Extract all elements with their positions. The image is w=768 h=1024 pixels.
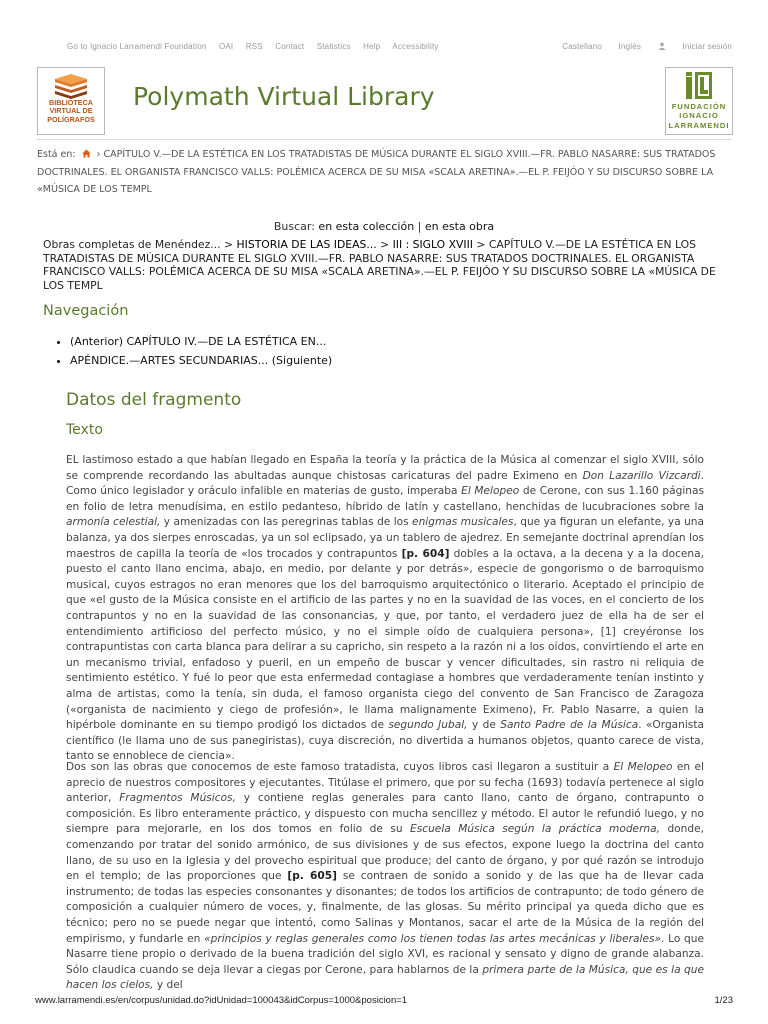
link-contact[interactable]: Contact [275, 42, 305, 51]
text-run: donde, comenzando por tratar del sonido armónico, de sus divisiones y de sus efectos, expone luego la doctrina del canto llano, de su uso en la Iglesia y del provecho espiritual que produce; del canto de órgano, y por qué razón se introdujo en el templo; de las proporciones que [66, 823, 704, 883]
link-foundation[interactable]: Go to Ignacio Larramendi Foundation [67, 42, 207, 51]
search-in-work-link[interactable]: en esta obra [424, 220, 495, 233]
breadcrumb-label: Está en: [37, 149, 76, 160]
text-run: y del [153, 979, 183, 992]
text-run: y amenizadas con las peregrinas tablas de los [160, 516, 413, 529]
link-help[interactable]: Help [363, 42, 381, 51]
text-run: . Como único legislador y oráculo infalible en materias de gusto, imperaba [66, 469, 704, 498]
navigation-title: Navegación [43, 303, 129, 319]
search-label: Buscar: [273, 220, 315, 233]
path-item-historia[interactable]: HISTORIA DE LAS IDEAS... [236, 238, 377, 251]
path-item-obras[interactable]: Obras completas de Menéndez... [43, 238, 221, 251]
logo-right-line3: LARRAMENDI [668, 120, 730, 130]
text-run: de Cerone, con sus 1.160 páginas en folio de letra menudísima, en estilo pedanteso, híbrido de latín y castellano, henchidas de lucubraciones sobre la [66, 485, 705, 513]
book-stack-icon [51, 73, 91, 99]
text-run: dobles a la octava, a la decena y a la docena, puesto el canto llano encima, abajo, en medio, por delante y por detrás», especie de gongorismo o de barroquismo musical, cuyos estragos no eran menores que los del barroquismo arquitectónico o literario. Aceptado el principio de que «el gusto de la Música consiste en el artificio de las partes y no en la suavidad de las voces, en el concierto de los contrapuntos y no en la suavidad de las consonancias, y que, por tanto, el verdadero juez de ella ha de ser el entendimiento artificioso del perfecto músico, y no el simple oído de cualquiera persona», [1] creyéronse los contrapuntistas con carta blanca para delirar a su capricho, sin respeto a la razón ni a los oídos, convirtiendo el arte en un mecanismo trivial, enfadoso y pueril, en un empeño de buscar y vencer dificultades, sin rastro ni reliquia de sentimiento estético. Y fué lo peor que esta enfermedad contagiase a hombres que verdaderamente tenían instinto y alma de artistas, como la tenía, sin duda, el famoso organista ciego del convento de San Francisco de Zaragoza («organista de nacimiento y ciego de profesión», le llama malignamente Eximeno), Fr. Pablo Nasarre, a quien la hipérbole dominante en su tiempo prodigó los dictados de [66, 547, 705, 732]
text-run: y contiene reglas generales para canto llano, canto de órgano, contrapunto o composición. Es libro enteramente práctico, y dispuesto con mucha sencillez y método. El autor le refundió luego, y no siempre para mejorarle, en los dos tomos en folio de su [66, 792, 705, 836]
logo-left-line3: POLÍGRAFOS [47, 114, 95, 124]
biblioteca-logo[interactable] [37, 67, 105, 135]
text-run: EL lastimoso estado a que habían llegado en España la teoría y la práctica de la Música al comenzar el siglo XVIII, sólo se comprende recordando las abultadas aunque chistosas caricaturas del padre Eximeno en [66, 454, 704, 482]
link-statistics[interactable]: Statistics [316, 42, 351, 51]
path-sep: > [380, 238, 390, 251]
text-run: en el aprecio de nuestros compositores y ejecutantes. Titúlase el primero, que por su fecha (1693) todavía pertenece al siglo anterior, [66, 761, 704, 805]
subsection-title: Texto [66, 422, 103, 438]
italic-run: Santo Padre de la Música [500, 719, 639, 732]
work-path [43, 238, 732, 292]
text-run: . «Organista científico (le llama uno de sus panegiristas), cuya discreción, no divertida a humanos objetos, quanto carece de vista, tanto se ennoblece de ciencia». [66, 719, 704, 763]
path-item-current: CAPÍTULO V.—DE LA ESTÉTICA EN LOS TRATADISTAS DE MÚSICA DURANTE EL SIGLO XVIII.—FR. PABLO NASARRE: SUS TRATADOS DOCTRINALES. EL ORGANISTA FRANCISCO VALLS: POLÉMICA ACERCA DE SU MISA «SCALA ARETINA».—EL P. FEIJÓO Y SU DISCURSO SOBRE LA «MÚSICA DE LOS TEMPL [43, 238, 716, 292]
logo-right-line1: FUNDACIÓN [671, 102, 727, 111]
italic-run: Fragmentos Músicos, [119, 792, 236, 805]
text-run: y de [467, 719, 501, 732]
search-separator: | [417, 220, 422, 233]
italic-run: El Melopeo [613, 761, 673, 773]
lang-ingles[interactable]: Inglés [618, 42, 642, 51]
print-page-number: 1/23 [714, 995, 733, 1006]
breadcrumb [37, 146, 732, 199]
foundation-logo-icon [685, 72, 713, 100]
nav-prev-link[interactable]: • (Anterior) CAPÍTULO IV.—DE LA ESTÉTICA EN... [70, 333, 332, 352]
foundation-logo[interactable] [665, 67, 733, 135]
top-navigation [67, 42, 732, 51]
nav-next-link[interactable]: • APÉNDICE.—ARTES SECUNDARIAS... (Siguiente) [70, 352, 332, 371]
logo-right-line2: IGNACIO [679, 111, 719, 121]
text-run: , que ya figuran un elefante, ya una balanza, ya dos sierpes enroscadas, ya un sol eclipsado, ya un tablero de ajedrez. En semejante doctrinal aprendían los maestros de capilla la teoría de «los trocados y contrapuntos [66, 516, 704, 560]
italic-run: primera parte de la Música, que es la que hacen los cielos, [66, 963, 704, 992]
path-sep: > [476, 238, 486, 251]
page-marker: [p. 605] [287, 870, 337, 883]
search-scope [0, 220, 768, 233]
navigation-list [56, 333, 332, 370]
text-run: Dos son las obras que conocemos de este famoso tratadista, cuyos libros casi llegaron a sustituir a [66, 761, 614, 773]
section-title: Datos del fragmento [66, 390, 242, 410]
italic-run: Escuela Música según la práctica moderna, [410, 823, 661, 836]
link-oai[interactable]: OAI [218, 42, 234, 51]
print-footer [35, 995, 733, 1006]
logo-left-line1: BIBLIOTECA [49, 98, 93, 107]
site-title[interactable]: Polymath Virtual Library [133, 82, 435, 111]
italic-run: segundo Jubal, [388, 719, 468, 732]
path-sep: > [224, 238, 234, 251]
user-icon [658, 42, 666, 50]
italic-run: El Melopeo [461, 485, 520, 498]
paragraph-2 [66, 760, 704, 994]
italic-run: «principios y reglas generales como los tienen todas las artes mecánicas y liberales» [204, 932, 662, 945]
paragraph-1 [66, 453, 704, 765]
breadcrumb-current: › CAPÍTULO V.—DE LA ESTÉTICA EN LOS TRATADISTAS DE MÚSICA DURANTE EL SIGLO XVIII.—FR. PABLO NASARRE: SUS TRATADOS DOCTRINALES. EL ORGANISTA FRANCISCO VALLS: POLÉMICA ACERCA DE SU MISA «SCALA ARETINA».—EL P. FEIJÓO Y SU DISCURSO SOBRE LA «MÚSICA DE LOS TEMPL [37, 149, 716, 195]
text-run: . Lo que Nasarre tiene propio o derivado de la buena tradición del siglo XVI, es racional y sensato y digno de grande alabanza. Sólo claudica cuando se deja llevar a ciegas por Cerone, para hablarnos de la [66, 932, 704, 976]
home-icon[interactable] [82, 149, 91, 158]
path-item-siglo[interactable]: III : SIGLO XVIII [392, 238, 473, 251]
header-divider [37, 139, 731, 140]
search-in-collection-link[interactable]: en esta colección [318, 220, 415, 233]
link-rss[interactable]: RSS [245, 42, 263, 51]
login-label: Iniciar sesión [682, 42, 732, 51]
lang-castellano[interactable]: Castellano [562, 42, 603, 51]
italic-run: Don Lazarillo Vizcardi [582, 469, 701, 482]
page-marker: [p. 604] [401, 547, 450, 560]
italic-run: enigmas musicales [412, 516, 514, 529]
logo-left-line2: VIRTUAL DE [49, 106, 93, 116]
italic-run: armonía celestial, [66, 516, 161, 529]
print-url: www.larramendi.es/en/corpus/unidad.do?idUnidad=100043&idCorpus=1000&posicion=1 [35, 995, 408, 1006]
text-run: se contraen de sonido a sonido y de las que ha de llevar cada instrumento; de todas las especies consonantes y disonantes; de todos los artificios de contrapunto; de todo género de composición a cualquier número de voces, y, finalmente, de las glosas. Su mérito principal ya queda dicho que es técnico; pero no se puede negar que intentó, como Salinas y Montanos, sacar el arte de la Música de la región del empirismo, y fundarle en [66, 870, 704, 945]
link-accessibility[interactable]: Accessibility [392, 42, 439, 51]
login-link[interactable] [658, 42, 733, 51]
